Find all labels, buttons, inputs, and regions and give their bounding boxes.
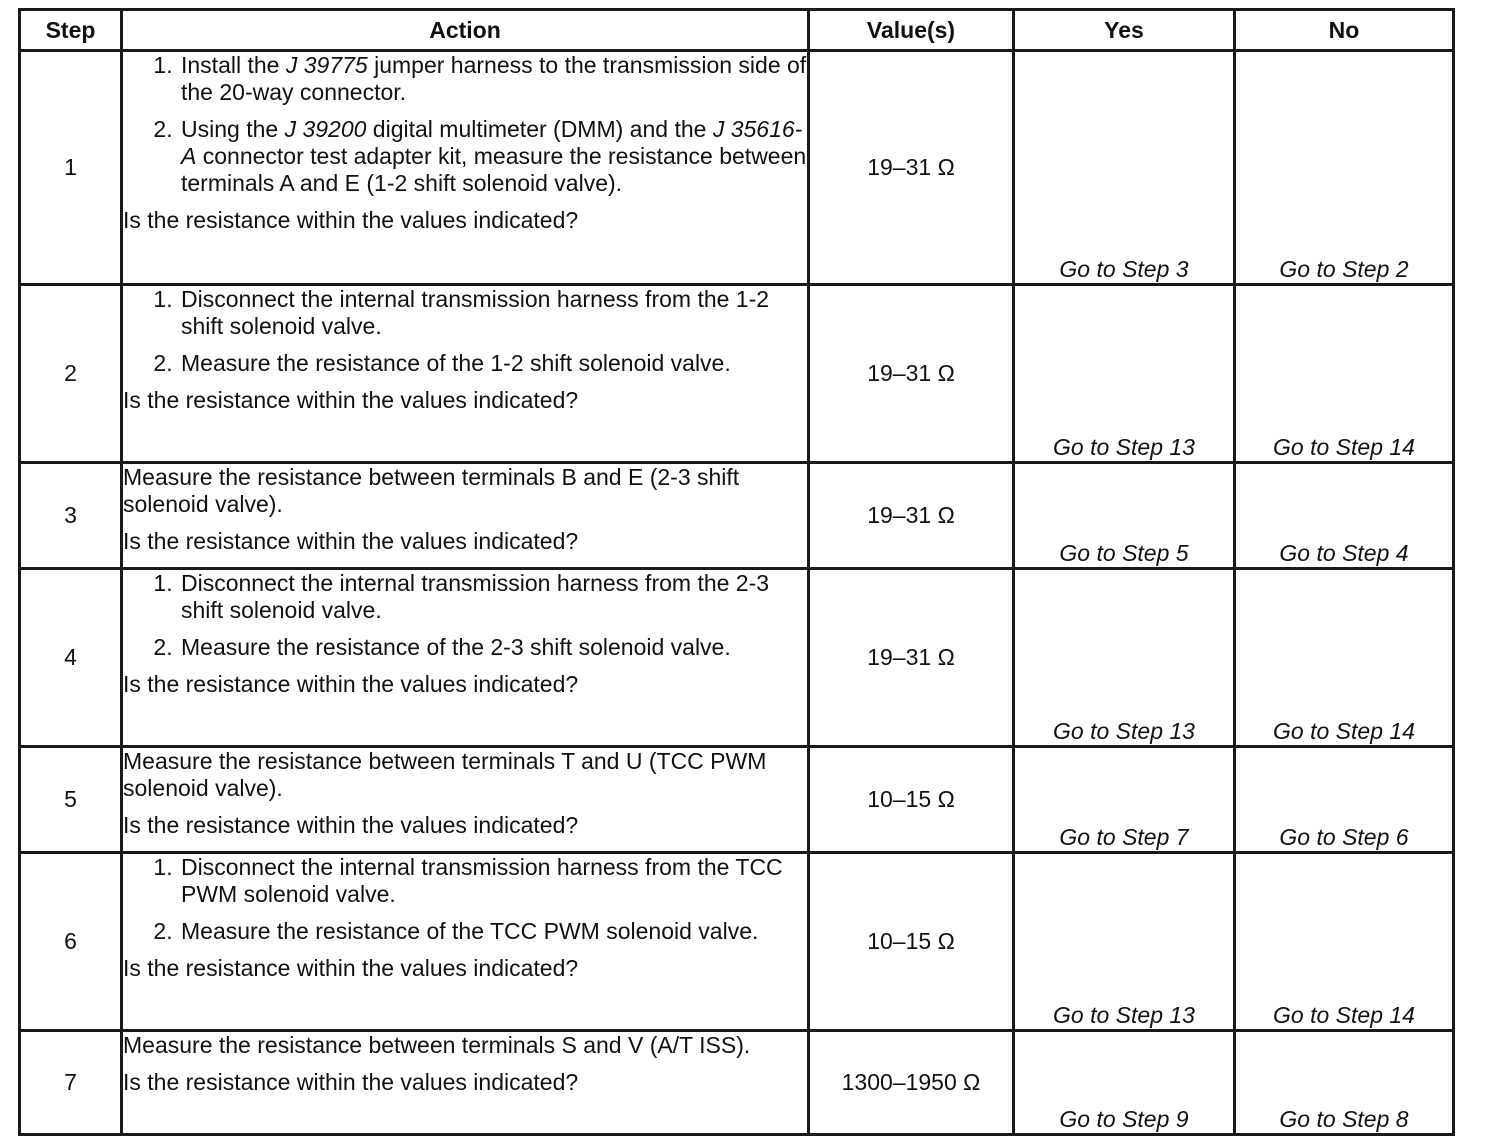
action-cell xyxy=(122,51,809,285)
yes-cell: Go to Step 3 xyxy=(1014,51,1235,285)
header-yes: Yes xyxy=(1014,10,1235,51)
substep-text: Disconnect the internal transmission harness from the 1-2 shift solenoid valve. xyxy=(181,286,770,339)
header-action: Action xyxy=(122,10,809,51)
value-cell: 19–31 Ω xyxy=(809,51,1014,285)
substep-text: Disconnect the internal transmission harness from the 2-3 shift solenoid valve. xyxy=(181,570,770,623)
no-cell: Go to Step 14 xyxy=(1235,285,1454,463)
no-cell: Go to Step 6 xyxy=(1235,747,1454,853)
substep-list xyxy=(123,570,807,661)
action-text: Measure the resistance between terminals B and E (2-3 shift solenoid valve). xyxy=(123,464,740,517)
action-cell xyxy=(122,569,809,747)
value-cell: 1300–1950 Ω xyxy=(809,1031,1014,1135)
substep-item xyxy=(179,570,807,624)
substep-text: Measure the resistance of the 1-2 shift solenoid valve. xyxy=(181,350,731,376)
header-no: No xyxy=(1235,10,1454,51)
table-row xyxy=(20,463,1454,569)
value-cell: 10–15 Ω xyxy=(809,853,1014,1031)
action-cell xyxy=(122,747,809,853)
substep-text: jumper harness to the transmission side of the 20-way connector. xyxy=(181,52,807,105)
no-cell: Go to Step 4 xyxy=(1235,463,1454,569)
diagnostic-table xyxy=(18,8,1455,1136)
substep-text: Measure the resistance of the 2-3 shift solenoid valve. xyxy=(181,634,731,660)
action-cell xyxy=(122,463,809,569)
step-number: 7 xyxy=(20,1031,122,1135)
substep-item xyxy=(179,350,807,377)
step-number: 1 xyxy=(20,51,122,285)
table-row xyxy=(20,747,1454,853)
substep-text: digital multimeter (DMM) and the xyxy=(366,116,713,142)
header-row xyxy=(20,10,1454,51)
no-cell: Go to Step 8 xyxy=(1235,1031,1454,1135)
substep-item xyxy=(179,286,807,340)
step-number: 6 xyxy=(20,853,122,1031)
action-cell xyxy=(122,1031,809,1135)
yes-cell: Go to Step 5 xyxy=(1014,463,1235,569)
action-question: Is the resistance within the values indicated? xyxy=(123,528,579,554)
yes-cell: Go to Step 13 xyxy=(1014,853,1235,1031)
action-question: Is the resistance within the values indicated? xyxy=(123,955,579,981)
tool-reference: J 39200 xyxy=(284,116,367,142)
header-step: Step xyxy=(20,10,122,51)
yes-cell: Go to Step 13 xyxy=(1014,569,1235,747)
yes-cell: Go to Step 13 xyxy=(1014,285,1235,463)
value-cell: 10–15 Ω xyxy=(809,747,1014,853)
substep-list xyxy=(123,52,807,197)
table-row xyxy=(20,853,1454,1031)
substep-item xyxy=(179,116,807,197)
action-question: Is the resistance within the values indicated? xyxy=(123,387,579,413)
table-row xyxy=(20,285,1454,463)
table-row xyxy=(20,51,1454,285)
yes-cell: Go to Step 9 xyxy=(1014,1031,1235,1135)
yes-cell: Go to Step 7 xyxy=(1014,747,1235,853)
substep-item xyxy=(179,52,807,106)
action-question: Is the resistance within the values indicated? xyxy=(123,1069,579,1095)
substep-text: Install the xyxy=(181,52,286,78)
substep-list xyxy=(123,286,807,377)
no-cell: Go to Step 14 xyxy=(1235,569,1454,747)
step-number: 5 xyxy=(20,747,122,853)
header-values: Value(s) xyxy=(809,10,1014,51)
action-question: Is the resistance within the values indicated? xyxy=(123,812,579,838)
value-cell: 19–31 Ω xyxy=(809,285,1014,463)
step-number: 3 xyxy=(20,463,122,569)
value-cell: 19–31 Ω xyxy=(809,463,1014,569)
action-question: Is the resistance within the values indicated? xyxy=(123,671,579,697)
substep-item xyxy=(179,854,807,908)
page xyxy=(18,8,1455,1136)
step-number: 2 xyxy=(20,285,122,463)
substep-list xyxy=(123,854,807,945)
step-number: 4 xyxy=(20,569,122,747)
action-text: Measure the resistance between terminals S and V (A/T ISS). xyxy=(123,1032,751,1058)
action-text: Measure the resistance between terminals T and U (TCC PWM solenoid valve). xyxy=(123,748,767,801)
substep-text: Disconnect the internal transmission harness from the TCC PWM solenoid valve. xyxy=(181,854,783,907)
substep-text: Measure the resistance of the TCC PWM solenoid valve. xyxy=(181,918,759,944)
no-cell: Go to Step 2 xyxy=(1235,51,1454,285)
tool-reference: J 39775 xyxy=(285,52,368,78)
substep-text: Using the xyxy=(181,116,285,142)
action-cell xyxy=(122,853,809,1031)
substep-item xyxy=(179,634,807,661)
substep-item xyxy=(179,918,807,945)
no-cell: Go to Step 14 xyxy=(1235,853,1454,1031)
table-body xyxy=(20,51,1454,1135)
table-row xyxy=(20,1031,1454,1135)
table-row xyxy=(20,569,1454,747)
action-question: Is the resistance within the values indicated? xyxy=(123,207,579,233)
substep-text: connector test adapter kit, measure the resistance between terminals A and E (1-2 shift solenoid valve). xyxy=(181,143,807,196)
tool-reference: J 35616-A xyxy=(181,116,803,169)
value-cell: 19–31 Ω xyxy=(809,569,1014,747)
action-cell xyxy=(122,285,809,463)
